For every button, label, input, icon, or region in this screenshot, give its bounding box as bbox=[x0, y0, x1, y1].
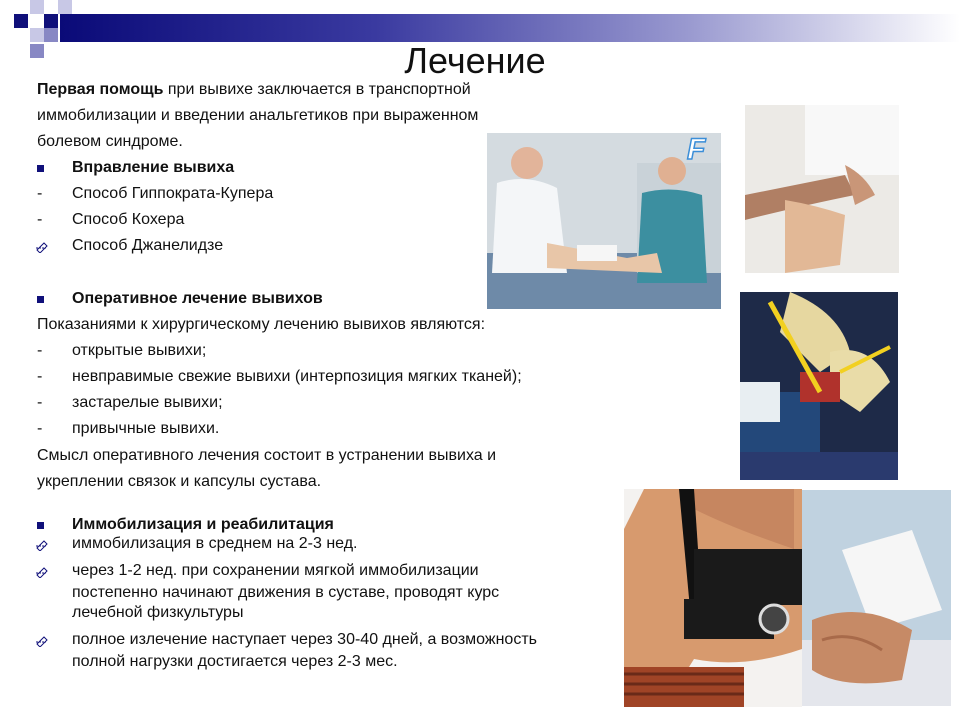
badge-f-text: F bbox=[687, 133, 706, 166]
square-bullet-icon bbox=[37, 165, 44, 172]
list-item-text: Способ Кохера bbox=[72, 211, 185, 228]
photo-bandaged-hand bbox=[802, 490, 951, 706]
list-item bbox=[37, 393, 223, 413]
deco-square bbox=[14, 14, 28, 28]
list-item-text: привычные вывихи. bbox=[72, 420, 220, 437]
list-item-continuation: постепенно начинают движения в суставе, проводят курс bbox=[72, 584, 500, 601]
intro-line-2: иммобилизации и введении анальгетиков при выраженном bbox=[37, 107, 479, 124]
dash-bullet-icon: - bbox=[37, 420, 43, 437]
square-bullet-icon bbox=[37, 296, 44, 303]
list-item-text: через 1-2 нед. при сохранении мягкой иммобилизации bbox=[72, 562, 479, 579]
intro-line-1 bbox=[37, 80, 471, 100]
header-gradient-bar bbox=[60, 14, 960, 42]
section3-heading: Иммобилизация и реабилитация bbox=[72, 516, 334, 533]
section2-summary-1: Смысл оперативного лечения состоит в устранении вывиха и bbox=[37, 447, 497, 464]
square-bullet-icon bbox=[37, 522, 44, 529]
section2-summary-2: укреплении связок и капсулы сустава. bbox=[37, 473, 322, 490]
dash-bullet-icon: - bbox=[37, 185, 43, 202]
pencil-bullet-icon bbox=[35, 564, 51, 578]
list-item bbox=[37, 367, 522, 387]
list-item bbox=[37, 419, 220, 439]
page-title: Лечение bbox=[404, 40, 546, 81]
list-item-continuation: полной нагрузки достигается через 2-3 мес. bbox=[72, 653, 398, 670]
pencil-bullet-icon bbox=[35, 633, 51, 647]
list-item-text: открытые вывихи; bbox=[72, 342, 207, 359]
list-item bbox=[37, 184, 274, 204]
deco-square bbox=[44, 14, 58, 28]
list-item-text: невправимые свежие вывихи (интерпозиция мягких тканей); bbox=[72, 368, 522, 385]
dash-bullet-icon: - bbox=[37, 211, 43, 228]
badge-f bbox=[687, 133, 717, 165]
section2-heading-row bbox=[37, 289, 323, 309]
photo-surgery bbox=[740, 292, 898, 480]
intro-bold: Первая помощь bbox=[37, 81, 164, 98]
section2-heading: Оперативное лечение вывихов bbox=[72, 290, 323, 307]
list-item-text: иммобилизация в среднем на 2-3 нед. bbox=[72, 535, 358, 552]
section2-lead: Показаниями к хирургическому лечению вывихов являются: bbox=[37, 316, 486, 333]
list-item bbox=[37, 210, 185, 230]
intro-text: при вывихе заключается в транспортной bbox=[163, 81, 471, 98]
list-item-text: Способ Джанелидзе bbox=[72, 237, 224, 254]
photo-doctors-reduction bbox=[487, 133, 721, 309]
deco-square bbox=[30, 0, 44, 14]
photo-hand-examination bbox=[745, 105, 899, 273]
list-item bbox=[37, 341, 207, 361]
section1-heading-row bbox=[37, 158, 235, 178]
list-item-continuation: лечебной физкультуры bbox=[72, 604, 244, 621]
list-item-text: Способ Гиппократа-Купера bbox=[72, 185, 274, 202]
deco-square bbox=[58, 0, 72, 14]
photo-elbow-brace bbox=[624, 489, 802, 707]
dash-bullet-icon: - bbox=[37, 368, 43, 385]
pencil-bullet-icon bbox=[35, 239, 51, 253]
list-item-text: застарелые вывихи; bbox=[72, 394, 223, 411]
dash-bullet-icon: - bbox=[37, 342, 43, 359]
dash-bullet-icon: - bbox=[37, 394, 43, 411]
pencil-bullet-icon bbox=[35, 537, 51, 551]
list-item-text: полное излечение наступает через 30-40 дней, а возможность bbox=[72, 631, 537, 648]
section3-heading-row bbox=[37, 515, 334, 535]
intro-line-3: болевом синдроме. bbox=[37, 133, 183, 150]
section1-heading: Вправление вывиха bbox=[72, 159, 235, 176]
